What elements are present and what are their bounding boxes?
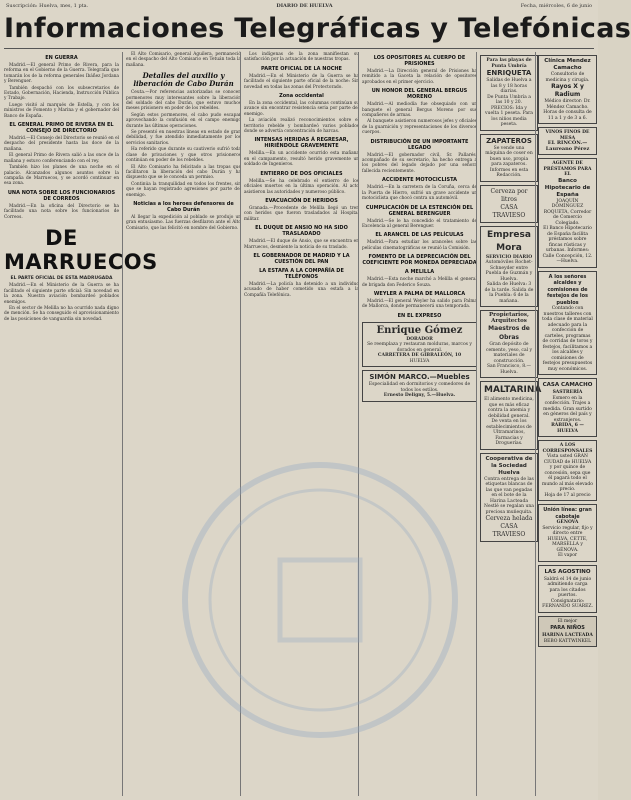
article-text: Según estos pormenores, el cabo pudo escapar aprovechando la confusión en el campo enemigo durante las últimas operaciones. (126, 112, 241, 129)
ad-text: Contra entrega de las etiquetas blancas de las que van pegadas en el bote de la Harina Lacteada Nestlé se regalan una preciosa muñequita. (484, 476, 534, 515)
headline: PARTE OFICIAL DE LA NOCHE (261, 65, 342, 72)
article-text: Madrid.—El duque de Ansio, que se encuentra en Marruecos, desmiente la noticia de su traslado. (244, 239, 359, 250)
headline: ENTIERRO DE DOS OFICIALES (260, 170, 343, 177)
headline: EN EL EXPRESO (397, 312, 442, 319)
article-text: Ceuta.—Por referencias autorizadas se conocen pormenores muy interesantes sobre la liberación del soldado del cabo Durán, que estuvo muchos meses prisionero en poder de los rebeldes. (126, 90, 241, 112)
headline: LOS OPOSITORES AL CUERPO DE PRISIONES (373, 55, 466, 67)
ad-name: Maestros de Obras (488, 325, 530, 341)
headline: CUMPLICACIÓN DE LA ESTENCIÓN DEL GENERAL BERENGUER (365, 204, 474, 217)
ad-text: CASA TRAVIESO (492, 523, 526, 538)
headline: EL ARANCEL DE LAS PELÍCULAS (375, 232, 464, 239)
headline: Zona occidental (279, 93, 324, 100)
ad-text: San Francisco, 8.—Huelva. (486, 364, 532, 375)
ad-text: Informes en esta Redacción. (489, 167, 529, 178)
headline: DISTRIBUCIÓN DE UN IMPORTANTE LEGADO (370, 138, 469, 151)
column-4 (358, 52, 477, 796)
ad-text: Se vende una máquina de coser en buen uso, propia para zapateros. (485, 145, 533, 167)
advertisement-clinica (538, 55, 597, 124)
ad-text: De venta en los establecimientos de Ultramarinos, Farmacias y Droguerías. (486, 419, 532, 446)
headline: EN GUERRA (45, 55, 78, 61)
ad-name: SIMÓN MARCO.—Muebles (369, 373, 470, 382)
headline: FOMENTO DE LA DEPRECIACIÓN DEL COEFICIENTE POR MONEDA DEPRECIADA (362, 254, 477, 267)
ad-text: HARINA LACTEADA (542, 633, 593, 638)
advertisement-maltarina (480, 381, 542, 450)
ad-text: El vapor (557, 553, 578, 558)
article-text: El general Primo de Rivera salió a las once de la mañana y estuvo conferenciando con el rey. (4, 153, 119, 164)
ad-subtitle: GÉNOVA (556, 520, 579, 525)
ad-text: El alimento medicina, que es más eficaz contra la anemia y debilidad general. (484, 397, 534, 419)
article-text: Al llegar la expedición al poblado se produjo un gran entusiasmo. Las fuerzas desfilaron ante el Alto Comisario, que las felicitó en nombre del Gobierno. (126, 214, 241, 231)
ad-text: Esmero en la confección. Trajes a medida. Gran surtido en géneros del país y extranjeros. (543, 395, 592, 423)
advertisement-banco-hipotecario (538, 158, 597, 268)
headline: A MELILLA (404, 269, 435, 276)
ad-name: LAS AGOSTINO (544, 568, 591, 575)
article-text: Se presentó en nuestras líneas en estado de gran debilidad, y fue atendido inmediatamente por los servicios sanitarios. (126, 130, 241, 146)
article-text: Madrid.—El general Weyler ha salido para Palma de Mallorca, donde permanecerá una temporada. (362, 298, 477, 310)
column-6-ads (535, 52, 597, 796)
ad-text: Consignatario: FERNANDO SUÁREZ. (542, 598, 593, 609)
advertisement-las-agostino (538, 565, 597, 613)
ad-name: Banco Hipotecario de España (544, 177, 591, 198)
headline: EL GENERAL PRIMO DE RIVERA EN EL CONSEJO DE DIRECTORIO (9, 122, 114, 135)
runhead-center: DIARIO DE HUELVA (276, 3, 333, 9)
article-text: Madrid.—El Consejo del Directorio se reunió en el despacho del presidente hasta las doce de la mañana. (4, 136, 119, 152)
advertisement-cooperativa (480, 453, 538, 543)
headline: EL DUQUE DE ANSIO NO HA SIDO TRASLADADO (255, 225, 348, 238)
ad-text: Gran depósito de cemento, yeso, cal y materiales de construcción. (485, 342, 533, 364)
article-text: La aviación realizó reconocimientos sobre el territorio rebelde y bombardeó varios poblados donde se advertía concentración de harcas. (244, 118, 359, 135)
ad-name: MALTARINA (484, 385, 542, 395)
article-text: Melilla.—Se ha celebrado el entierro de los oficiales muertos en la última operación. Al acto asistieron las autoridades y numeroso público. (244, 178, 359, 195)
ad-name: A los señores alcaldes y comisiones de festejos de los pueblos (546, 273, 589, 306)
advertisement-simon-marco (362, 370, 477, 402)
ad-text: Ernesto Deligny, 5.—Huelva. (383, 393, 456, 399)
ad-text: Contando con nuestros talleres con toda clase de material adecuado para la confección de carteles, programas de corridas de toros y festejos, facilitamos a los alcaldes y comisiones de festejos presupuestos muy económicos. (542, 306, 593, 372)
article-text: Los indígenas de la zona manifiestan su satisfacción por la actuación de nuestras tropas. (244, 52, 359, 63)
ad-name: Cooperativa de la Sociedad Huelva (485, 455, 533, 476)
ad-title: Propietarios, Arquitectos (489, 312, 529, 324)
ad-name: ENRIQUETA (486, 69, 532, 77)
headline: EVACUACIÓN DE HERIDOS (265, 197, 338, 204)
advertisement-enrique-gomez (362, 322, 477, 368)
advertisement-vinos (538, 127, 597, 155)
section-masthead: Informaciones Telegráficas y Telefónicas (4, 10, 594, 49)
running-header (6, 2, 592, 10)
ad-text: El mejor (557, 618, 578, 624)
headline: LA ESTAFA A LA COMPAÑÍA DE TELÉFONOS (259, 267, 344, 280)
ad-text: CARRETERA DE GIBRALEÓN, 10 (377, 353, 462, 359)
ad-text: HUELVA (409, 358, 430, 364)
headline: Detalles del auxilio y liberación de Cabo Durán (133, 71, 234, 89)
article-text: En la zona occidental, las columnas continúan su avance sin encontrar resistencia seria por parte del enemigo. (244, 101, 359, 117)
ad-text: El Banco Hipotecario de España facilita préstamos sobre fincas rústicas y urbanas. Informes: Calle Concepción, 12.—Huelva. (542, 226, 593, 264)
column-3 (240, 52, 359, 796)
ad-subtitle: SASTRERÍA (552, 390, 583, 395)
ad-text: Se reemplaza y restauran molduras, marcos y dorados en general. (367, 342, 472, 353)
ad-text: CASA TRAVIESO (492, 203, 526, 219)
article-text: Madrid.—En la carretera de la Coruña, cerca de la Puerta de Hierro, sufrió un grave accidente un motociclista que chocó contra un automóvil. (362, 185, 477, 202)
headline: Noticias a los heroes defensores de Cabo Durán (133, 200, 234, 213)
ad-text: Especialidad en dormitorios y comedores de todos los estilos. (368, 382, 471, 393)
column-1 (4, 52, 158, 796)
advertisement-maestros-obras (480, 310, 538, 378)
columns (4, 52, 594, 796)
ad-text: RÁBIDA, 6 — HUELVA (551, 423, 584, 434)
article-text: Luego visitó al marqués de Estella, y con los ministros de Fomento y Marina y el gobernador del Banco de España. (4, 102, 119, 119)
section-headline-marruecos: DE MARRUECOS (4, 225, 158, 274)
article-text: Continúa la tranquilidad en todos los frentes, sin que se hayan registrado agresiones por parte del enemigo. (126, 181, 241, 198)
ad-text: JOAQUÍN DOMÍNGUEZ ROQUETA, Corredor de Comercio Colegiado. (543, 198, 592, 226)
article-text: Madrid.—En la oficina del Directorio se ha facilitado una nota sobre los funcionarios de Correos. (4, 203, 119, 220)
headline: UN HONOR DEL GENERAL BERGUS MORENO (371, 88, 468, 101)
ad-name: Empresa Mora (487, 229, 531, 253)
article-text: También hizo los planes de una noche en el palacio. Alcanzados algunos asuntos sobre la campaña de Marruecos, y se acordó continuar en esa zona. (4, 165, 119, 187)
ad-name: EL RINCÓN.—Laureano Pérez (545, 140, 590, 152)
ad-name: ZAPATEROS (486, 136, 532, 145)
advertisement-union-linea (538, 504, 597, 562)
ad-title: Para las playas de Punta Umbría (486, 58, 532, 69)
ad-text: Médico director: Dr. Méndez Camacho. Horas de consulta de 11 a 1 y de 3 a 6. (543, 99, 592, 121)
ad-text: Hoja de 17 al precio (544, 492, 591, 498)
ad-text: BEBO KATTWINKEL (543, 638, 592, 644)
article-text: Madrid.—Al mediodía fue obsequiado con un banquete el general Bergus Moreno por sus compañeros de armas. (362, 102, 477, 119)
ad-title: A LOS CORRESPONSALES (542, 443, 593, 454)
headline: ACCIDENTE MOTOCICLISTA (381, 177, 457, 184)
article-text: Madrid.—Esta noche marchó a Melilla el general de brigada don Federico Souza. (362, 277, 477, 288)
advertisement-enriqueta (480, 55, 538, 131)
advertisement-alcaldes (538, 271, 597, 376)
headline: UNA NOTA SOBRE LOS FUNCIONARIOS DE CORREOS (7, 189, 116, 202)
ad-subtitle: Rayos X y Radium (551, 83, 584, 98)
ad-subtitle: SERVICIO DIARIO (485, 254, 533, 260)
subheadline: EL PARTE OFICIAL DE ESTA MADRUGADA (10, 275, 113, 281)
ad-name: PARA NIÑOS (550, 625, 585, 631)
ad-name: Clínica Mendez Camacho (544, 58, 591, 71)
runhead-right: Fecha, miércoles, 6 de junio (520, 3, 592, 9)
ad-text: Cerveza por litros (490, 187, 528, 203)
ad-text: Vista usted GRAN CIUDAD de HUELVA y por quince de concesión, sepa que él pagará todo el mundo al más elevado precio. (542, 454, 593, 492)
ad-subtitle: DORADOR (406, 336, 433, 342)
advertisement-cerveza (480, 185, 538, 223)
ad-text: Consultorio de medicina y cirugía. (545, 72, 590, 83)
ad-title: VINOS FINOS DE MESA (545, 130, 590, 141)
ad-name: Unión línea: gran cabotaje (543, 507, 592, 520)
headline: WEYLER A PALMA DE MALLORCA (373, 290, 466, 297)
article-text: Madrid.—La policía ha detenido a un individuo acusado de haber cometido una estafa a la Compañía Telefónica. (244, 281, 359, 298)
article-text: Madrid.—El general Primo de Rivera, para la reforma en el Gobierno de la Guerra. Telegrafía que tomarán los de la reforma generales Ibáñez Jordana y Berenguer. (4, 63, 119, 85)
ad-name: CASA CAMACHO (542, 382, 593, 388)
ad-text: De Punta Umbría a las 10 y 20. (487, 94, 531, 105)
runhead-left: Suscripción: Huelva, mes, 1 pta. (6, 3, 89, 9)
article-text: Madrid.—En el Ministerio de la Guerra se ha facilitado el siguiente parte oficial de la noche: Sin novedad en todas las zonas del Protectorado. (244, 73, 359, 90)
ad-text: PRECIOS: Ida y vuelta 1 peseta. Para los niños media peseta. (485, 105, 533, 127)
ad-text: Automóviles Rochet-Schneyder entre Puebla de Guzmán y Huelva. (485, 260, 533, 282)
article-text: También despachó con los subsecretarios de Estado, Gobernación, Hacienda, Instrucción Pública y Trabajo. (4, 85, 119, 102)
advertisement-corresponsales (538, 440, 597, 501)
ad-text: Salida de Huelva: 3 de la tarde. Salida de la Puebla: 6 de la mañana. (484, 282, 534, 304)
column-2 (122, 52, 241, 796)
column-5-ads (476, 52, 542, 796)
article-text: Melilla.—En un accidente ocurrido esta mañana en el campamento, resultó herido gravemente un soldado de Ingenieros. (244, 151, 359, 168)
headline: INTENSAS HERIDAS Á REGRESAR, HIRIÉNDOLE GRAVEMENTE (254, 137, 349, 150)
article-text: Madrid.—El gobernador civil, Sr. Pallarés, acompañado de su secretario, ha hecho entrega a los pobres del legado dejado por una señora fallecida recientemente. (362, 152, 477, 174)
article-text: Madrid.—La Dirección general de Prisiones ha remitido a la Gaceta la relación de opositores aprobados en el primer ejercicio. (362, 69, 477, 85)
advertisement-empresa-mora (480, 226, 538, 308)
article-text: Madrid.—Para estudiar los aranceles sobre las películas cinematográficas se reunió la Comisión. (362, 240, 477, 251)
ad-text: Servicio regular, fijo y directo entre HUELVA, CETTE, MARSELLA y GÉNOVA. (542, 525, 593, 553)
headline: EL GOBERNADOR DE MADRID Y LA CUESTIÓN DEL PAN (253, 252, 350, 265)
article-text: Granada.—Procedente de Melilla llegó un tren con heridos que fueron trasladados al Hospital militar. (244, 205, 359, 222)
ad-text: Salidas de Huelva a las 8 y 18 horas diarias. (486, 78, 532, 94)
article-text: Ha referido que durante su cautiverio sufrió toda clase de privaciones y que otros prisioneros continúan en poder de los rebeldes. (126, 147, 241, 164)
ad-text: Cerveza helada (485, 515, 533, 522)
advertisement-zapateros (480, 134, 538, 182)
ad-text: Saldrá el 14 de junio admitiendo carga para los citados puertos. (543, 576, 592, 598)
ad-title: AGENTE DE PRÉSTAMOS PARA EL (543, 161, 592, 177)
advertisement-casa-camacho (538, 378, 597, 437)
article-text: Madrid.—En el Ministerio de la Guerra se ha facilitado el siguiente parte oficial: Sin novedad en la zona. Nuestra aviación bombardeó poblados enemigos. (4, 283, 119, 305)
article-text: Madrid.—Se le ha concedido el tratamiento de Excelencia al general Berenguer. (362, 218, 477, 229)
article-text: Al banquete asistieron numerosos jefes y oficiales de la guarnición y representaciones de los diversos cuerpos. (362, 119, 477, 136)
advertisement-harina-lacteada (538, 616, 597, 648)
article-text: En el sector de Melilla no ha ocurrido nada digno de mención. Se ha conseguido el aprovisionamiento de las posiciones de vanguardia sin novedad. (4, 306, 119, 322)
ad-name: Enrique Gómez (376, 324, 463, 336)
article-text: El Alto Comisario ha felicitado a las tropas que facilitaron la liberación del cabo Durán y ha dispuesto que se le conceda un permiso. (126, 164, 241, 181)
article-text: El Alto Comisario, general Aguilera, permaneció en el despacho del Alto Comisario en Tetuán toda la mañana. (126, 52, 241, 68)
